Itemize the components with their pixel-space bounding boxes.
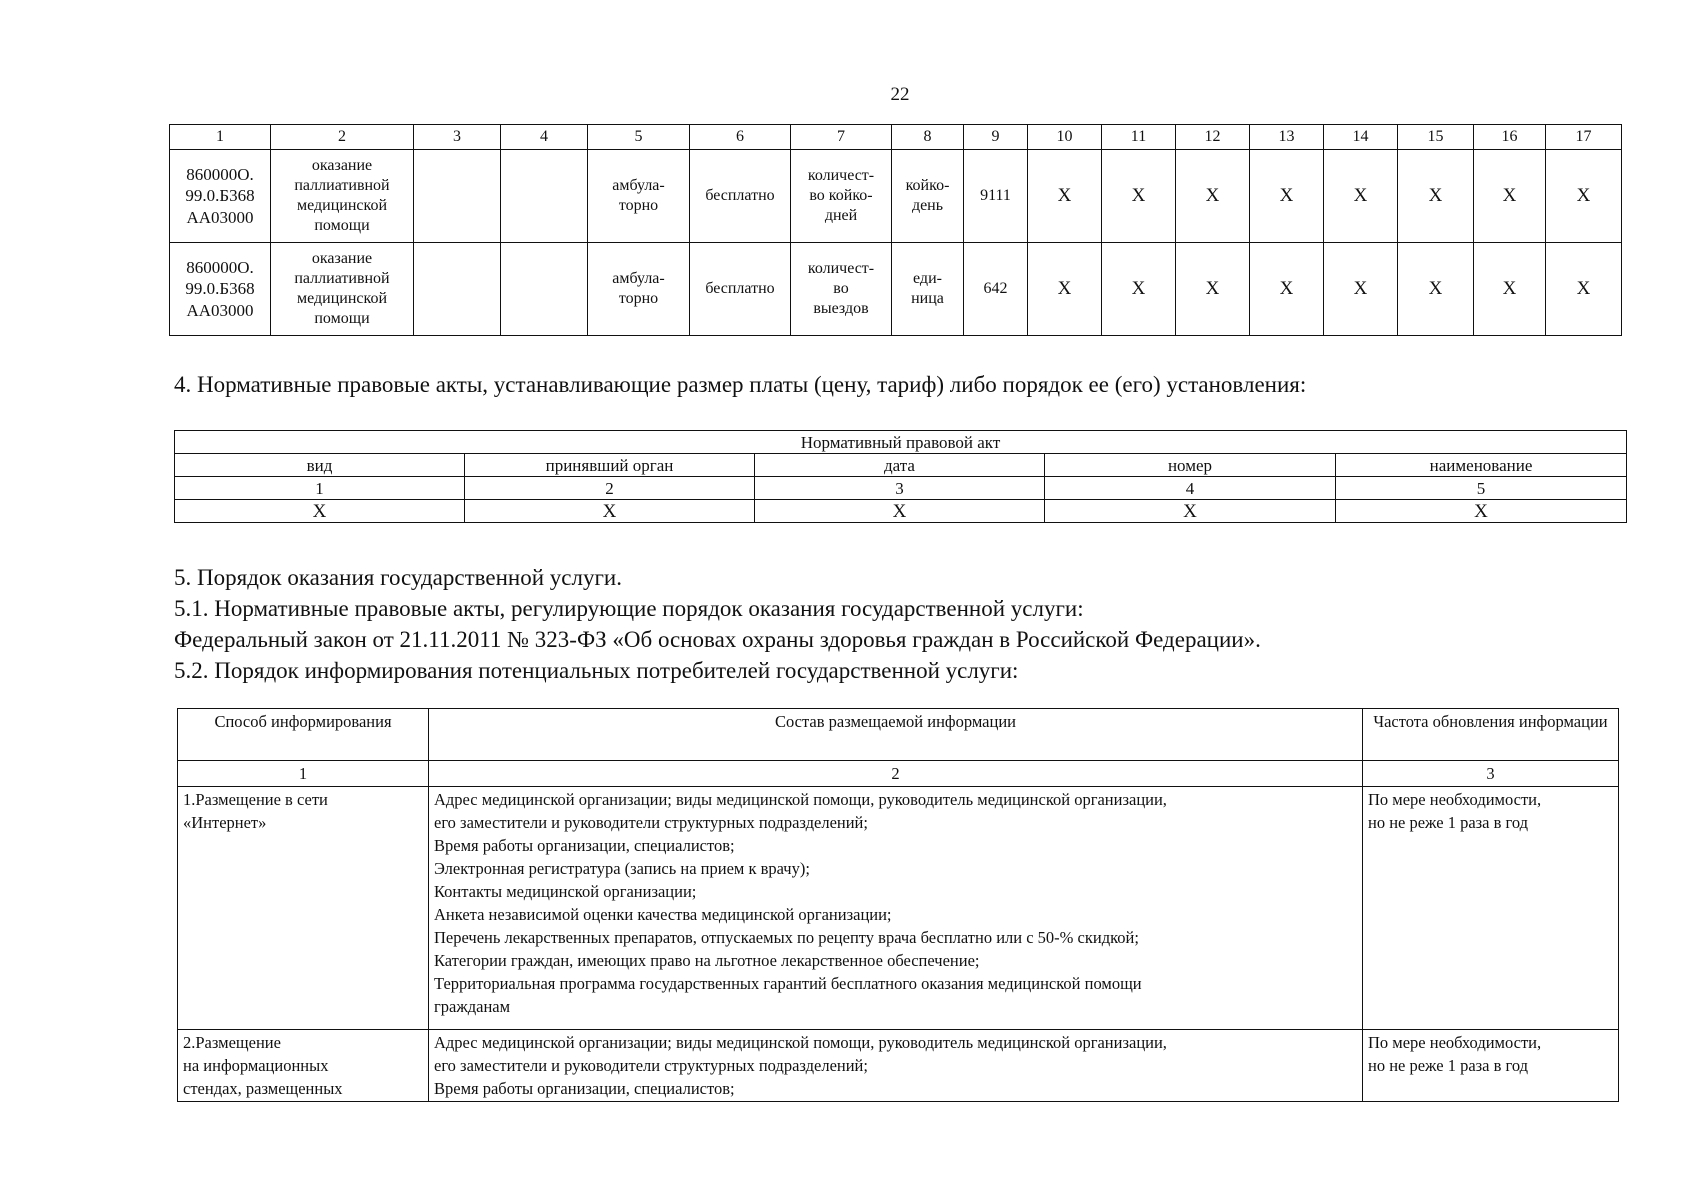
- unit-name: койко- день: [892, 150, 964, 243]
- x-mark: X: [755, 500, 1045, 523]
- x-mark: X: [1474, 243, 1546, 336]
- column-number: 8: [892, 125, 964, 150]
- legal-acts-table: [174, 430, 1627, 523]
- section-5-heading: 5. Порядок оказания государственной услуги.: [174, 565, 622, 590]
- payment-type: бесплатно: [690, 150, 791, 243]
- column-header: Способ информирования: [178, 709, 429, 761]
- column-number: 3: [755, 477, 1045, 500]
- table-row: [170, 150, 1622, 243]
- column-number-row: [175, 477, 1627, 500]
- column-number: 5: [588, 125, 690, 150]
- empty-cell: [414, 243, 501, 336]
- indicators-table: [169, 124, 1622, 336]
- column-header: принявший орган: [465, 454, 755, 477]
- table-row: [178, 787, 1619, 1030]
- empty-cell: [501, 243, 588, 336]
- update-frequency: По мере необходимости, но не реже 1 раза в год: [1363, 787, 1619, 1030]
- x-mark: X: [1028, 150, 1102, 243]
- information-content: Адрес медицинской организации; виды медицинской помощи, руководитель медицинской организации, его заместители и руководители структурных подразделений; Время работы организации, специалистов;: [429, 1030, 1363, 1102]
- column-number: 15: [1398, 125, 1474, 150]
- column-header: наименование: [1336, 454, 1627, 477]
- indicator-name: количест- во выездов: [791, 243, 892, 336]
- informing-table: [177, 708, 1619, 1102]
- table-row: [178, 1030, 1619, 1102]
- x-mark: X: [1398, 243, 1474, 336]
- x-mark: X: [1336, 500, 1627, 523]
- column-number: 1: [170, 125, 271, 150]
- information-content: Адрес медицинской организации; виды медицинской помощи, руководитель медицинской организации, его заместители и руководители структурных подразделений; Время работы организации, специалистов; Электронная регистратура (запись на прием к врачу); Контакты медицинской организации; Анкета независимой оценки качества медицинской организации; Перечень лекарственных препаратов, отпускаемых по рецепту врача бесплатно или с 50-% скидкой; Категории граждан, имеющих право на льготное лекарственное обеспечение; Территориальная программа государственных гарантий бесплатного оказания медицинской помощи гражданам: [429, 787, 1363, 1030]
- x-mark: X: [1324, 243, 1398, 336]
- service-content: оказание паллиативной медицинской помощи: [271, 150, 414, 243]
- x-mark: X: [1324, 150, 1398, 243]
- column-number: 2: [429, 761, 1363, 787]
- column-number: 1: [175, 477, 465, 500]
- table-row: [175, 500, 1627, 523]
- table-row: [170, 243, 1622, 336]
- column-number: 3: [1363, 761, 1619, 787]
- x-mark: X: [1398, 150, 1474, 243]
- column-number: 3: [414, 125, 501, 150]
- column-header: дата: [755, 454, 1045, 477]
- x-mark: X: [1546, 243, 1622, 336]
- federal-law-reference: Федеральный закон от 21.11.2011 № 323-ФЗ «Об основах охраны здоровья граждан в Российской Федерации».: [174, 627, 1261, 652]
- column-number: 9: [964, 125, 1028, 150]
- x-mark: X: [1028, 243, 1102, 336]
- section-5-2-heading: 5.2. Порядок информирования потенциальных потребителей государственной услуги:: [174, 658, 1019, 683]
- column-number-row: [170, 125, 1622, 150]
- column-number: 5: [1336, 477, 1627, 500]
- column-number: 14: [1324, 125, 1398, 150]
- section-4-heading: 4. Нормативные правовые акты, устанавливающие размер платы (цену, тариф) либо порядок ее (его) установления:: [174, 372, 1307, 397]
- empty-cell: [501, 150, 588, 243]
- column-number: 7: [791, 125, 892, 150]
- column-number-row: [178, 761, 1619, 787]
- informing-method: 1.Размещение в сети «Интернет»: [178, 787, 429, 1030]
- x-mark: X: [1102, 243, 1176, 336]
- update-frequency: По мере необходимости, но не реже 1 раза в год: [1363, 1030, 1619, 1102]
- x-mark: X: [1546, 150, 1622, 243]
- indicator-value: 642: [964, 243, 1028, 336]
- column-number: 1: [178, 761, 429, 787]
- column-number: 13: [1250, 125, 1324, 150]
- x-mark: X: [1176, 150, 1250, 243]
- indicator-value: 9111: [964, 150, 1028, 243]
- column-number: 2: [465, 477, 755, 500]
- column-number: 10: [1028, 125, 1102, 150]
- column-number: 17: [1546, 125, 1622, 150]
- column-number: 2: [271, 125, 414, 150]
- x-mark: X: [175, 500, 465, 523]
- payment-type: бесплатно: [690, 243, 791, 336]
- registry-code: 860000О. 99.0.Б368 АА03000: [170, 243, 271, 336]
- column-header: вид: [175, 454, 465, 477]
- x-mark: X: [1250, 150, 1324, 243]
- header-row: [175, 454, 1627, 477]
- column-number: 12: [1176, 125, 1250, 150]
- column-header: Частота обновления информации: [1363, 709, 1619, 761]
- column-header: номер: [1045, 454, 1336, 477]
- table-title: Нормативный правовой акт: [175, 431, 1627, 454]
- column-number: 6: [690, 125, 791, 150]
- x-mark: X: [1176, 243, 1250, 336]
- x-mark: X: [1474, 150, 1546, 243]
- section-5-1-heading: 5.1. Нормативные правовые акты, регулирующие порядок оказания государственной услуги:: [174, 596, 1084, 621]
- unit-name: еди- ница: [892, 243, 964, 336]
- column-number: 11: [1102, 125, 1176, 150]
- service-condition: амбула- торно: [588, 243, 690, 336]
- column-number: 4: [501, 125, 588, 150]
- x-mark: X: [1250, 243, 1324, 336]
- registry-code: 860000О. 99.0.Б368 АА03000: [170, 150, 271, 243]
- service-content: оказание паллиативной медицинской помощи: [271, 243, 414, 336]
- page-number: 22: [890, 84, 910, 105]
- x-mark: X: [465, 500, 755, 523]
- x-mark: X: [1045, 500, 1336, 523]
- column-number: 16: [1474, 125, 1546, 150]
- indicator-name: количест- во койко- дней: [791, 150, 892, 243]
- empty-cell: [414, 150, 501, 243]
- column-number: 4: [1045, 477, 1336, 500]
- column-header: Состав размещаемой информации: [429, 709, 1363, 761]
- service-condition: амбула- торно: [588, 150, 690, 243]
- informing-method: 2.Размещение на информационных стендах, размещенных: [178, 1030, 429, 1102]
- x-mark: X: [1102, 150, 1176, 243]
- header-row: [178, 709, 1619, 761]
